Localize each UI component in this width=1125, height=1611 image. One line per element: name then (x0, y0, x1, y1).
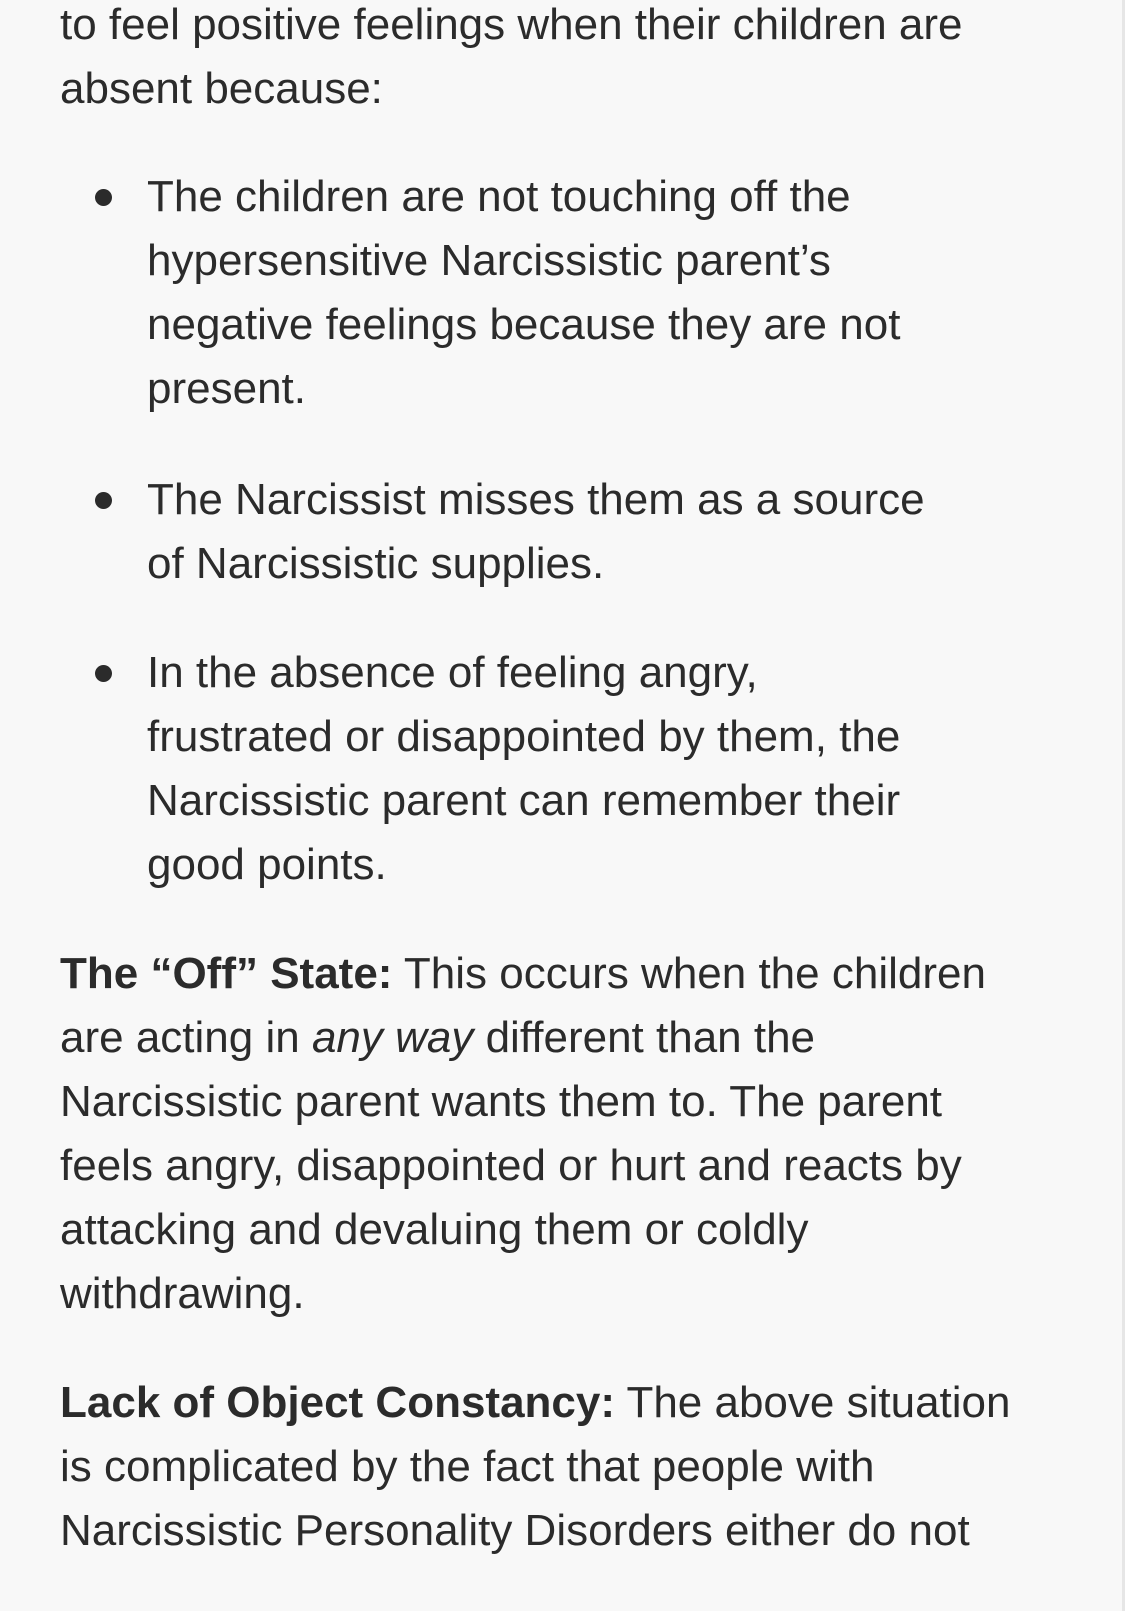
bullet-1-line-2: hypersensitive Narcissistic parent’s (147, 236, 831, 285)
bullet-3-line-3: Narcissistic parent can remember their (147, 776, 901, 825)
off-state-text: different than the (473, 1013, 816, 1062)
bullet-dot-icon (95, 492, 112, 509)
off-state-line-2 (60, 1006, 815, 1070)
bullet-dot-icon (95, 189, 112, 206)
off-state-line-6: withdrawing. (60, 1269, 305, 1318)
bullet-3-line-1: In the absence of feeling angry, (147, 648, 758, 697)
bullet-1-line-1: The children are not touching off the (147, 172, 851, 221)
off-state-line-1 (60, 942, 986, 1006)
off-state-text: are acting in (60, 1013, 312, 1062)
off-state-line-5: attacking and devaluing them or coldly (60, 1205, 809, 1254)
off-state-term: The “Off” State: (60, 949, 393, 998)
bullet-dot-icon (95, 665, 112, 682)
off-state-line-3: Narcissistic parent wants them to. The parent (60, 1077, 943, 1126)
bullet-1-line-3: negative feelings because they are not (147, 300, 901, 349)
object-constancy-term: Lack of Object Constancy: (60, 1378, 616, 1427)
object-constancy-line-1 (60, 1371, 1010, 1435)
object-constancy-text: The above situation (615, 1378, 1011, 1427)
off-state-line-4: feels angry, disappointed or hurt and reacts by (60, 1141, 962, 1190)
intro-line-1: to feel positive feelings when their children are (60, 0, 963, 49)
bullet-2-line-1: The Narcissist misses them as a source (147, 475, 925, 524)
bullet-1-line-4: present. (147, 364, 306, 413)
off-state-emphasis: any way (311, 1013, 474, 1062)
off-state-text: This occurs when the children (392, 949, 986, 998)
bullet-3-line-4: good points. (147, 840, 387, 889)
object-constancy-line-2: is complicated by the fact that people with (60, 1442, 875, 1491)
intro-line-2: absent because: (60, 64, 383, 113)
object-constancy-line-3: Narcissistic Personality Disorders either do not (60, 1506, 970, 1555)
bullet-2-line-2: of Narcissistic supplies. (147, 539, 605, 588)
bullet-3-line-2: frustrated or disappointed by them, the (147, 712, 901, 761)
